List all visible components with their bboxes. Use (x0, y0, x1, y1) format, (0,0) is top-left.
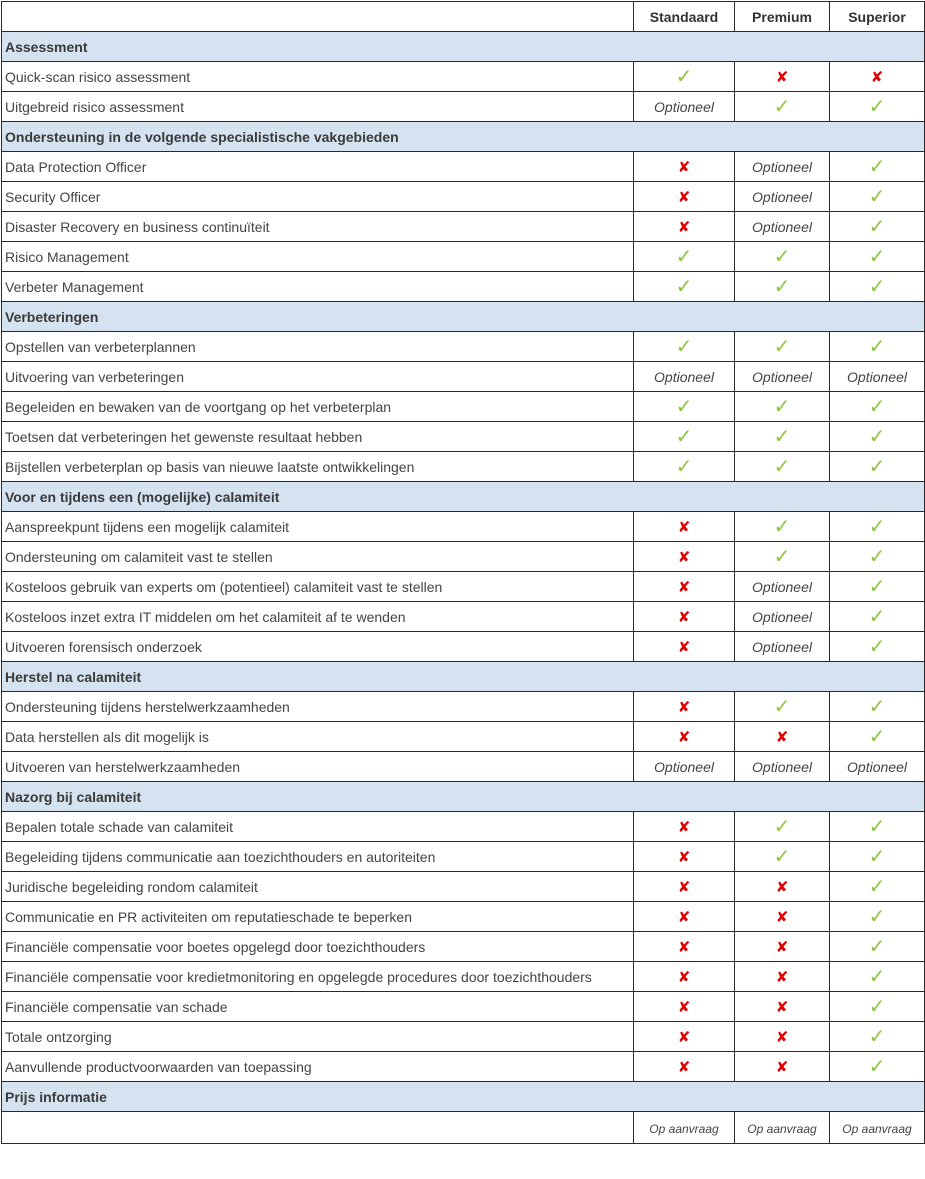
cell-superior (830, 362, 925, 392)
optional-label: Optioneel (654, 758, 714, 775)
table-row (2, 1022, 925, 1052)
section-title: Nazorg bij calamiteit (2, 782, 925, 812)
feature-label: Aanspreekpunt tijdens een mogelijk calamiteit (2, 512, 634, 542)
cross-icon: ✘ (775, 1058, 789, 1076)
check-icon: ✓ (868, 545, 886, 568)
cross-icon: ✘ (677, 998, 691, 1016)
cell-standaard (634, 752, 735, 782)
check-icon: ✓ (868, 185, 886, 208)
table-row (2, 1052, 925, 1082)
header-row (2, 2, 925, 32)
cell-standaard (634, 722, 735, 752)
feature-label: Communicatie en PR activiteiten om reputatieschade te beperken (2, 902, 634, 932)
cross-icon: ✘ (677, 518, 691, 536)
section-header (2, 302, 925, 332)
cell-standaard (634, 1112, 735, 1144)
check-icon: ✓ (773, 95, 791, 118)
cell-standaard (634, 572, 735, 602)
table-row (2, 452, 925, 482)
table-row (2, 872, 925, 902)
feature-label: Toetsen dat verbeteringen het gewenste resultaat hebben (2, 422, 634, 452)
cell-premium (735, 152, 830, 182)
check-icon: ✓ (773, 335, 791, 358)
cell-superior (830, 1112, 925, 1144)
feature-label: Kosteloos gebruik van experts om (potentieel) calamiteit vast te stellen (2, 572, 634, 602)
feature-label: Kosteloos inzet extra IT middelen om het calamiteit af te wenden (2, 602, 634, 632)
cross-icon: ✘ (677, 158, 691, 176)
cell-premium (735, 572, 830, 602)
cell-premium (735, 692, 830, 722)
cell-standaard (634, 602, 735, 632)
cell-standaard (634, 362, 735, 392)
comparison-table (1, 1, 925, 1144)
feature-label: Bepalen totale schade van calamiteit (2, 812, 634, 842)
cross-icon: ✘ (677, 218, 691, 236)
check-icon: ✓ (868, 275, 886, 298)
cross-icon: ✘ (677, 608, 691, 626)
table-row (2, 392, 925, 422)
cell-premium (735, 92, 830, 122)
check-icon: ✓ (675, 335, 693, 358)
section-header (2, 1082, 925, 1112)
check-icon: ✓ (868, 395, 886, 418)
table-row (2, 542, 925, 572)
cell-standaard (634, 902, 735, 932)
cell-standaard (634, 512, 735, 542)
cross-icon: ✘ (677, 188, 691, 206)
check-icon: ✓ (868, 695, 886, 718)
check-icon: ✓ (868, 215, 886, 238)
feature-label: Security Officer (2, 182, 634, 212)
cross-icon: ✘ (677, 698, 691, 716)
check-icon: ✓ (868, 965, 886, 988)
section-title: Herstel na calamiteit (2, 662, 925, 692)
table-row (2, 572, 925, 602)
feature-label: Uitvoering van verbeteringen (2, 362, 634, 392)
section-title: Ondersteuning in de volgende specialistische vakgebieden (2, 122, 925, 152)
table-body (2, 32, 925, 1144)
optional-label: Optioneel (847, 368, 907, 385)
cell-superior (830, 632, 925, 662)
cell-premium (735, 902, 830, 932)
cell-premium (735, 182, 830, 212)
check-icon: ✓ (868, 1025, 886, 1048)
cross-icon: ✘ (677, 848, 691, 866)
cross-icon: ✘ (775, 938, 789, 956)
cell-premium (735, 962, 830, 992)
cross-icon: ✘ (677, 938, 691, 956)
check-icon: ✓ (868, 515, 886, 538)
check-icon: ✓ (675, 275, 693, 298)
feature-label (2, 1112, 634, 1144)
check-icon: ✓ (868, 995, 886, 1018)
cross-icon: ✘ (677, 548, 691, 566)
cross-icon: ✘ (775, 1028, 789, 1046)
cross-icon: ✘ (775, 878, 789, 896)
column-header-premium: Premium (735, 2, 830, 32)
cell-standaard (634, 842, 735, 872)
feature-label: Juridische begeleiding rondom calamiteit (2, 872, 634, 902)
cell-superior (830, 542, 925, 572)
cell-premium (735, 1052, 830, 1082)
cell-superior (830, 392, 925, 422)
cell-superior (830, 92, 925, 122)
table-row (2, 332, 925, 362)
check-icon: ✓ (773, 425, 791, 448)
section-title: Verbeteringen (2, 302, 925, 332)
check-icon: ✓ (868, 245, 886, 268)
table-row (2, 212, 925, 242)
cross-icon: ✘ (677, 878, 691, 896)
header-empty-cell (2, 2, 634, 32)
check-icon: ✓ (675, 395, 693, 418)
section-header (2, 482, 925, 512)
cell-superior (830, 332, 925, 362)
cell-superior (830, 182, 925, 212)
table-row (2, 92, 925, 122)
cell-premium (735, 512, 830, 542)
cell-standaard (634, 1052, 735, 1082)
cross-icon: ✘ (775, 968, 789, 986)
check-icon: ✓ (868, 335, 886, 358)
table-row (2, 422, 925, 452)
check-icon: ✓ (773, 545, 791, 568)
cell-premium (735, 992, 830, 1022)
section-title: Prijs informatie (2, 1082, 925, 1112)
feature-label: Uitvoeren forensisch onderzoek (2, 632, 634, 662)
cell-superior (830, 512, 925, 542)
cell-premium (735, 1022, 830, 1052)
cell-superior (830, 842, 925, 872)
price-value: Op aanvraag (842, 1121, 912, 1136)
check-icon: ✓ (868, 635, 886, 658)
table-row (2, 242, 925, 272)
cell-standaard (634, 152, 735, 182)
cell-superior (830, 752, 925, 782)
check-icon: ✓ (773, 275, 791, 298)
cell-premium (735, 872, 830, 902)
cross-icon: ✘ (677, 818, 691, 836)
cell-superior (830, 602, 925, 632)
feature-label: Uitvoeren van herstelwerkzaamheden (2, 752, 634, 782)
cell-standaard (634, 452, 735, 482)
table-row (2, 902, 925, 932)
table-row (2, 602, 925, 632)
optional-label: Optioneel (752, 368, 812, 385)
cell-standaard (634, 962, 735, 992)
cell-premium (735, 722, 830, 752)
cell-premium (735, 632, 830, 662)
cross-icon: ✘ (775, 908, 789, 926)
optional-label: Optioneel (752, 158, 812, 175)
check-icon: ✓ (868, 455, 886, 478)
table-row (2, 632, 925, 662)
cell-standaard (634, 62, 735, 92)
table-row (2, 362, 925, 392)
cell-premium (735, 62, 830, 92)
table-row (2, 842, 925, 872)
cell-standaard (634, 272, 735, 302)
cell-standaard (634, 92, 735, 122)
cell-premium (735, 362, 830, 392)
cross-icon: ✘ (677, 968, 691, 986)
check-icon: ✓ (773, 845, 791, 868)
cross-icon: ✘ (677, 908, 691, 926)
check-icon: ✓ (773, 515, 791, 538)
cell-premium (735, 212, 830, 242)
cross-icon: ✘ (677, 1058, 691, 1076)
cell-superior (830, 422, 925, 452)
cell-premium (735, 932, 830, 962)
cell-standaard (634, 242, 735, 272)
section-header (2, 32, 925, 62)
check-icon: ✓ (868, 575, 886, 598)
cell-superior (830, 872, 925, 902)
check-icon: ✓ (868, 905, 886, 928)
feature-label: Ondersteuning tijdens herstelwerkzaamheden (2, 692, 634, 722)
check-icon: ✓ (868, 155, 886, 178)
optional-label: Optioneel (752, 638, 812, 655)
optional-label: Optioneel (752, 188, 812, 205)
feature-label: Disaster Recovery en business continuïteit (2, 212, 634, 242)
check-icon: ✓ (773, 815, 791, 838)
column-header-superior: Superior (830, 2, 925, 32)
cell-superior (830, 62, 925, 92)
check-icon: ✓ (675, 455, 693, 478)
section-header (2, 122, 925, 152)
feature-label: Risico Management (2, 242, 634, 272)
table-row (2, 992, 925, 1022)
cell-standaard (634, 392, 735, 422)
cell-premium (735, 602, 830, 632)
feature-label: Totale ontzorging (2, 1022, 634, 1052)
check-icon: ✓ (868, 605, 886, 628)
check-icon: ✓ (773, 695, 791, 718)
optional-label: Optioneel (752, 758, 812, 775)
cell-premium (735, 242, 830, 272)
optional-label: Optioneel (654, 368, 714, 385)
cross-icon: ✘ (677, 1028, 691, 1046)
cell-premium (735, 272, 830, 302)
cell-superior (830, 902, 925, 932)
cell-premium (735, 332, 830, 362)
check-icon: ✓ (773, 245, 791, 268)
cell-premium (735, 452, 830, 482)
cell-standaard (634, 182, 735, 212)
feature-label: Ondersteuning om calamiteit vast te stellen (2, 542, 634, 572)
cell-premium (735, 542, 830, 572)
cross-icon: ✘ (677, 638, 691, 656)
cell-premium (735, 422, 830, 452)
cell-superior (830, 572, 925, 602)
table-row (2, 692, 925, 722)
price-value: Op aanvraag (649, 1121, 719, 1136)
cell-premium (735, 1112, 830, 1144)
check-icon: ✓ (868, 935, 886, 958)
cell-superior (830, 992, 925, 1022)
cell-standaard (634, 542, 735, 572)
cell-standaard (634, 932, 735, 962)
section-header (2, 662, 925, 692)
table-row (2, 812, 925, 842)
cross-icon: ✘ (775, 68, 789, 86)
section-title: Assessment (2, 32, 925, 62)
section-title: Voor en tijdens een (mogelijke) calamiteit (2, 482, 925, 512)
cell-superior (830, 212, 925, 242)
section-header (2, 782, 925, 812)
optional-label: Optioneel (847, 758, 907, 775)
feature-label: Quick-scan risico assessment (2, 62, 634, 92)
cross-icon: ✘ (775, 728, 789, 746)
column-header-standaard: Standaard (634, 2, 735, 32)
cell-standaard (634, 992, 735, 1022)
feature-label: Financiële compensatie voor kredietmonitoring en opgelegde procedures door toezichthouders (2, 962, 634, 992)
check-icon: ✓ (675, 425, 693, 448)
optional-label: Optioneel (654, 98, 714, 115)
cell-superior (830, 242, 925, 272)
check-icon: ✓ (675, 65, 693, 88)
feature-label: Aanvullende productvoorwaarden van toepassing (2, 1052, 634, 1082)
table-row (2, 152, 925, 182)
cell-superior (830, 152, 925, 182)
check-icon: ✓ (868, 875, 886, 898)
feature-label: Data Protection Officer (2, 152, 634, 182)
cell-superior (830, 692, 925, 722)
feature-label: Financiële compensatie van schade (2, 992, 634, 1022)
cross-icon: ✘ (677, 578, 691, 596)
optional-label: Optioneel (752, 608, 812, 625)
check-icon: ✓ (773, 395, 791, 418)
check-icon: ✓ (868, 815, 886, 838)
table-row (2, 62, 925, 92)
optional-label: Optioneel (752, 578, 812, 595)
price-value: Op aanvraag (747, 1121, 817, 1136)
optional-label: Optioneel (752, 218, 812, 235)
check-icon: ✓ (868, 425, 886, 448)
cell-standaard (634, 872, 735, 902)
cell-standaard (634, 332, 735, 362)
check-icon: ✓ (868, 845, 886, 868)
check-icon: ✓ (868, 95, 886, 118)
check-icon: ✓ (773, 455, 791, 478)
cell-premium (735, 392, 830, 422)
cell-superior (830, 932, 925, 962)
cell-superior (830, 1022, 925, 1052)
cell-superior (830, 452, 925, 482)
table-row (2, 962, 925, 992)
cell-superior (830, 962, 925, 992)
feature-label: Bijstellen verbeterplan op basis van nieuwe laatste ontwikkelingen (2, 452, 634, 482)
price-row (2, 1112, 925, 1144)
cell-standaard (634, 422, 735, 452)
feature-label: Begeleiden en bewaken van de voortgang op het verbeterplan (2, 392, 634, 422)
feature-label: Opstellen van verbeterplannen (2, 332, 634, 362)
table-row (2, 932, 925, 962)
check-icon: ✓ (675, 245, 693, 268)
cell-superior (830, 1052, 925, 1082)
cell-standaard (634, 812, 735, 842)
feature-label: Verbeter Management (2, 272, 634, 302)
cross-icon: ✘ (677, 728, 691, 746)
cross-icon: ✘ (775, 998, 789, 1016)
cell-standaard (634, 692, 735, 722)
feature-label: Uitgebreid risico assessment (2, 92, 634, 122)
table-row (2, 752, 925, 782)
cell-superior (830, 272, 925, 302)
table-row (2, 182, 925, 212)
cell-premium (735, 812, 830, 842)
cell-standaard (634, 1022, 735, 1052)
cell-premium (735, 842, 830, 872)
cell-superior (830, 722, 925, 752)
cross-icon: ✘ (870, 68, 884, 86)
cell-premium (735, 752, 830, 782)
cell-standaard (634, 632, 735, 662)
table-row (2, 512, 925, 542)
table-row (2, 722, 925, 752)
check-icon: ✓ (868, 1055, 886, 1078)
feature-label: Begeleiding tijdens communicatie aan toezichthouders en autoriteiten (2, 842, 634, 872)
cell-standaard (634, 212, 735, 242)
check-icon: ✓ (868, 725, 886, 748)
cell-superior (830, 812, 925, 842)
table-row (2, 272, 925, 302)
feature-label: Financiële compensatie voor boetes opgelegd door toezichthouders (2, 932, 634, 962)
feature-label: Data herstellen als dit mogelijk is (2, 722, 634, 752)
